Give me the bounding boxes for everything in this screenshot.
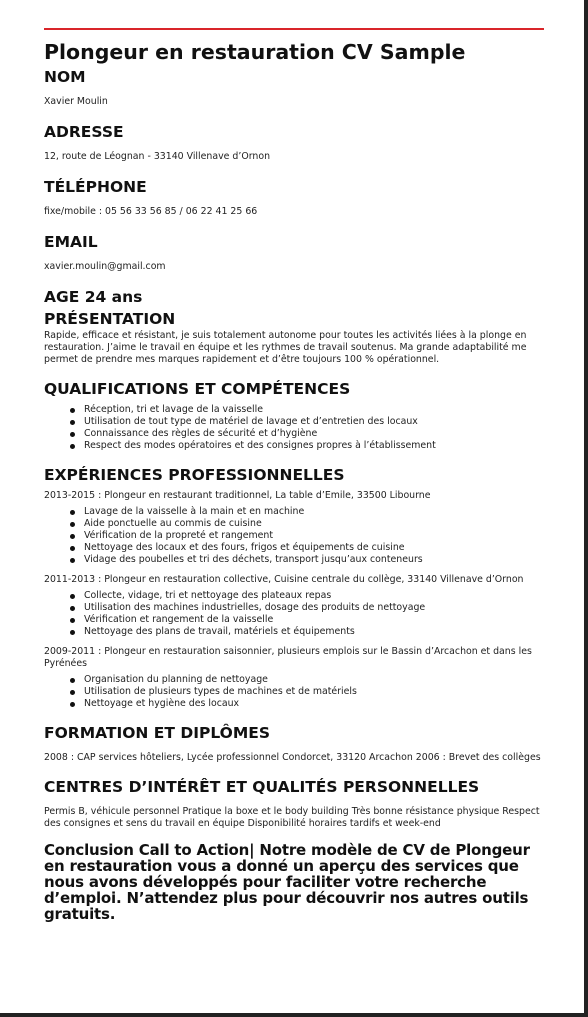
telephone-heading: TÉLÉPHONE [44,178,147,196]
bullet-icon [70,444,75,449]
formation-heading: FORMATION ET DIPLÔMES [44,724,271,742]
list-item: Respect des modes opératoires et des consignes propres à l’établissement [44,440,544,452]
bullet-icon [70,534,75,539]
list-item: Utilisation de tout type de matériel de lavage et d’entretien des locaux [44,416,544,428]
email-heading: EMAIL [44,233,98,251]
email-value: xavier.moulin@gmail.com [44,261,166,272]
presentation-text: Rapide, efficace et résistant, je suis totalement autonome pour toutes les activités liées à la plonge en restauration. J’aime le travail en équipe et les rythmes de travail soutenus. Ma grande adaptabilité me permet de prendre mes marques rapidement et d’être toujours 100 % opérationnel. [44,330,527,365]
bullet-icon [70,594,75,599]
list-item: Utilisation des machines industrielles, dosage des produits de nettoyage [44,602,544,614]
nom-value: Xavier Moulin [44,96,108,107]
cv-content [44,38,544,922]
bullet-icon [70,558,75,563]
bullet-icon [70,432,75,437]
interets-heading: CENTRES D’INTÉRÊT ET QUALITÉS PERSONNELLES [44,778,480,796]
list-item: Aide ponctuelle au commis de cuisine [44,518,544,530]
adresse-heading: ADRESSE [44,123,124,141]
job-title: 2009-2011 : Plongeur en restauration saisonnier, plusieurs emplois sur le Bassin d’Arcachon et dans les Pyrénées [44,646,532,669]
qualifications-heading: QUALIFICATIONS ET COMPÉTENCES [44,380,351,398]
job-title: 2013-2015 : Plongeur en restaurant traditionnel, La table d’Emile, 33500 Libourne [44,490,431,501]
nom-heading: NOM [44,68,86,86]
bullet-icon [70,618,75,623]
bullet-icon [70,420,75,425]
list-item: Utilisation de plusieurs types de machines et de matériels [44,686,544,698]
job-title: 2011-2013 : Plongeur en restauration collective, Cuisine centrale du collège, 33140 Villenave d’Ornon [44,574,524,585]
job-tasks-list [44,674,544,710]
formation-text: 2008 : CAP services hôteliers, Lycée professionnel Condorcet, 33120 Arcachon 2006 : Brevet des collèges [44,752,541,763]
list-item: Vidage des poubelles et tri des déchets, transport jusqu’aux conteneurs [44,554,544,566]
experiences-heading: EXPÉRIENCES PROFESSIONNELLES [44,466,345,484]
age-heading: AGE 24 ans [44,288,143,306]
bullet-icon [70,522,75,527]
list-item: Nettoyage des locaux et des fours, frigos et équipements de cuisine [44,542,544,554]
interets-text: Permis B, véhicule personnel Pratique la boxe et le body building Très bonne résistance physique Respect des consignes et sens du travail en équipe Disponibilité horaires tardifs et week-end [44,806,540,829]
bullet-icon [70,702,75,707]
list-item: Réception, tri et lavage de la vaisselle [44,404,544,416]
bullet-icon [70,606,75,611]
list-item: Connaissance des règles de sécurité et d’hygiène [44,428,544,440]
page-title: Plongeur en restauration CV Sample [44,40,466,64]
list-item: Vérification de la propreté et rangement [44,530,544,542]
presentation-heading: PRÉSENTATION [44,310,176,328]
list-item: Nettoyage des plans de travail, matériels et équipements [44,626,544,638]
bullet-icon [70,678,75,683]
list-item: Lavage de la vaisselle à la main et en machine [44,506,544,518]
qualifications-list [44,404,544,452]
job-tasks-list [44,506,544,566]
telephone-value: fixe/mobile : 05 56 33 56 85 / 06 22 41 25 66 [44,206,258,217]
bullet-icon [70,690,75,695]
adresse-value: 12, route de Léognan - 33140 Villenave d’Ornon [44,151,271,162]
bullet-icon [70,546,75,551]
accent-rule [44,28,544,30]
bullet-icon [70,510,75,515]
call-to-action: Conclusion Call to Action| Notre modèle de CV de Plongeur en restauration vous a donné un aperçu des services que nous avons développés pour faciliter votre recherche d’emploi. N’attendez plus pour découvrir nos autres outils gratuits. [44,841,530,923]
list-item: Vérification et rangement de la vaisselle [44,614,544,626]
bullet-icon [70,630,75,635]
job-tasks-list [44,590,544,638]
list-item: Organisation du planning de nettoyage [44,674,544,686]
list-item: Nettoyage et hygiène des locaux [44,698,544,710]
bullet-icon [70,408,75,413]
list-item: Collecte, vidage, tri et nettoyage des plateaux repas [44,590,544,602]
